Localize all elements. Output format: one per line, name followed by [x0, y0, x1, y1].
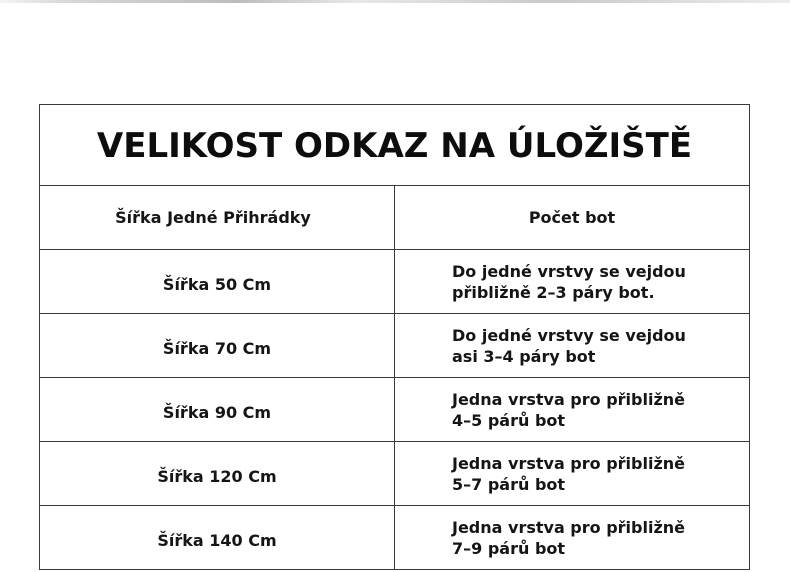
width-value: Šířka 70 Cm [162, 339, 272, 358]
width-value: Šířka 50 Cm [162, 275, 272, 294]
width-cell [40, 506, 395, 570]
width-cell [40, 250, 395, 314]
width-cell [40, 442, 395, 506]
width-cell [40, 314, 395, 378]
shoe-count-cell [395, 506, 750, 570]
header-row [40, 186, 750, 250]
top-edge-strip [0, 0, 790, 3]
table-row [40, 378, 750, 442]
width-value: Šířka 90 Cm [162, 403, 272, 422]
table-title: VELIKOST ODKAZ NA ÚLOŽIŠTĚ [96, 126, 693, 166]
table-row [40, 506, 750, 570]
shoe-count-value: Do jedné vrstvy se vejdou přibližně 2–3 páry bot. [452, 261, 686, 302]
shoe-count-value: Jedna vrstva pro přibližně 5–7 párů bot [452, 453, 686, 494]
shoe-count-value: Do jedné vrstvy se vejdou asi 3–4 páry bot [452, 325, 686, 366]
shoe-count-value: Jedna vrstva pro přibližně 4–5 párů bot [452, 389, 686, 430]
table-row [40, 250, 750, 314]
shoe-count-cell [395, 314, 750, 378]
title-row [40, 105, 750, 186]
header-cell-width [40, 186, 395, 250]
shoe-count-cell [395, 442, 750, 506]
header-cell-shoe-count [395, 186, 750, 250]
width-value: Šířka 140 Cm [157, 531, 277, 550]
width-cell [40, 378, 395, 442]
shoe-count-cell [395, 250, 750, 314]
title-cell [40, 105, 750, 186]
table-row [40, 442, 750, 506]
storage-size-table [39, 104, 750, 570]
shoe-count-value: Jedna vrstva pro přibližně 7–9 párů bot [452, 517, 686, 558]
width-value: Šířka 120 Cm [157, 467, 277, 486]
column-header-width: Šířka Jedné Přihrádky [115, 208, 311, 227]
column-header-shoe-count: Počet bot [528, 208, 616, 227]
table-row [40, 314, 750, 378]
shoe-count-cell [395, 378, 750, 442]
